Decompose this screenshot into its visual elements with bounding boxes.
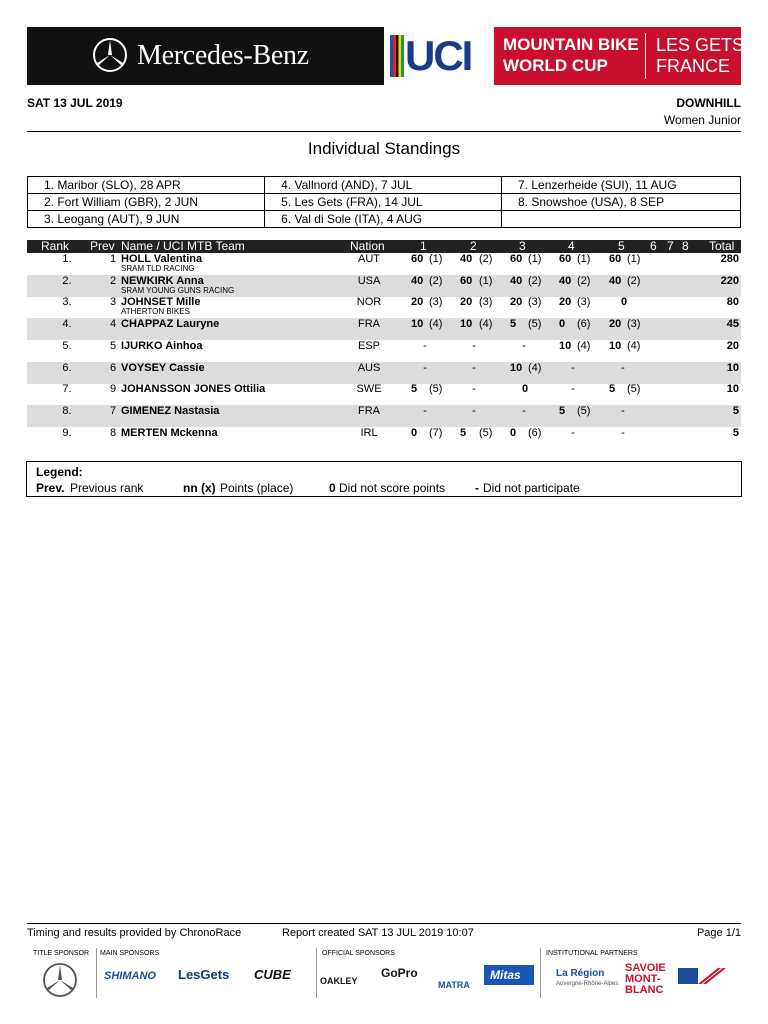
total-points: 20 [726, 339, 739, 352]
savoie-logo-line2: MONT- [625, 973, 661, 985]
standings-row [27, 340, 741, 362]
rider-team: SRAM TLD RACING [121, 264, 195, 273]
rider-name: VOYSEY Cassie [121, 361, 205, 374]
standings-row [27, 362, 741, 384]
round-5-points: 20 [609, 318, 622, 331]
col-prev: Prev [90, 239, 115, 253]
region-subtitle: Auvergne-Rhône-Alpes [556, 981, 619, 987]
round-2-points: 20 [460, 296, 473, 309]
page-number: Page 1/1 [696, 927, 741, 939]
round-3-points: 0 [522, 383, 529, 396]
nation: FRA [358, 404, 380, 417]
standings-row [27, 275, 741, 297]
region-logo: La Région [556, 968, 605, 979]
col-total: Total [709, 239, 735, 253]
total-points: 5 [732, 426, 739, 439]
category: Women Junior [663, 113, 741, 127]
events-row [28, 177, 741, 194]
rider-name: GIMENEZ Nastasia [121, 404, 220, 417]
mercedes-star-icon [40, 962, 80, 998]
page-title: Individual Standings [307, 139, 461, 158]
round-1-place: (2) [429, 274, 443, 287]
round-4-points: 5 [559, 404, 566, 417]
round-1-place: (4) [429, 318, 443, 331]
total-points: 280 [720, 253, 739, 265]
cube-logo: CUBE [254, 967, 291, 982]
round-1-points: 20 [411, 296, 424, 309]
savoie-logo-line3: BLANC [625, 984, 664, 996]
uci-logo-text: UCI [405, 32, 472, 79]
institutional-partners-label: INSTITUTIONAL PARTNERS [546, 950, 638, 957]
report-created: Report created SAT 13 JUL 2019 10:07 [282, 927, 474, 939]
rank: 3. [62, 296, 72, 309]
official-sponsors-label: OFFICIAL SPONSORS [322, 950, 395, 957]
gopro-logo: GoPro [381, 966, 418, 980]
round-1-points: 60 [411, 253, 424, 265]
round-1-place: (1) [429, 253, 443, 265]
round-3-place: (6) [528, 426, 542, 439]
round-5-place: (4) [627, 339, 641, 352]
round-3-points: 5 [510, 318, 517, 331]
round-4-place: (4) [577, 339, 591, 352]
rank: 6. [62, 361, 72, 374]
round-1-place: (3) [429, 296, 443, 309]
prev-rank: 1 [109, 253, 117, 265]
rank: 4. [62, 318, 72, 331]
col-round-2: 2 [470, 239, 477, 253]
rank: 2. [62, 274, 72, 287]
sponsor-divider [316, 948, 317, 998]
rider-team: ATHERTON BIKES [121, 307, 190, 317]
report-date: SAT 13 JUL 2019 [27, 96, 123, 110]
round-3-points: - [522, 339, 526, 352]
events-row [28, 211, 741, 228]
event-cell: 7. Lenzerheide (SUI), 11 AUG [502, 177, 741, 194]
standings-row [27, 405, 741, 427]
legend-prev-desc: Previous rank [70, 481, 144, 495]
rider-name: MERTEN Mckenna [121, 426, 218, 439]
round-3-place: (4) [528, 361, 542, 374]
rank: 7. [62, 383, 72, 396]
total-points: 10 [726, 361, 739, 374]
standings-row [27, 318, 741, 340]
nation: NOR [356, 296, 382, 309]
standings-row [27, 383, 741, 405]
mercedes-star-icon [92, 37, 128, 73]
total-points: 10 [726, 383, 739, 396]
round-2-points: 10 [460, 318, 473, 331]
event-cell: 1. Maribor (SLO), 28 APR [28, 177, 265, 194]
divider [27, 131, 741, 132]
round-5-place: (3) [627, 318, 641, 331]
round-4-points: 20 [559, 296, 572, 309]
oakley-logo: OAKLEY [320, 976, 358, 986]
col-round-3: 3 [519, 239, 526, 253]
col-round-4: 4 [568, 239, 575, 253]
events-table [27, 176, 741, 228]
mitas-logo: Mitas [490, 968, 521, 982]
round-3-place: (5) [528, 318, 542, 331]
round-3-points: 40 [510, 274, 523, 287]
round-5-points: - [621, 361, 625, 374]
prev-rank: 4 [109, 318, 117, 331]
col-round-1: 1 [420, 239, 427, 253]
sponsor-divider [96, 948, 97, 998]
event-cell: 5. Les Gets (FRA), 14 JUL [265, 194, 502, 211]
rank: 9. [62, 426, 72, 439]
mercedes-benz-wordmark: Mercedes-Benz [137, 40, 309, 71]
round-4-points: 60 [559, 253, 572, 265]
total-points: 45 [726, 318, 739, 331]
standings-header [27, 240, 741, 253]
legend-prev-key: Prev. [36, 481, 65, 495]
legend [26, 461, 742, 497]
uci-rainbow-stripes-icon [390, 35, 404, 77]
legend-zero-desc: Did not score points [339, 481, 446, 495]
nation: FRA [358, 318, 380, 331]
round-5-points: 5 [609, 383, 616, 396]
round-2-place: (1) [479, 274, 493, 287]
round-2-points: - [472, 361, 476, 374]
round-1-points: - [423, 404, 427, 417]
events-row [28, 194, 741, 211]
event-cell: 6. Val di Sole (ITA), 4 AUG [265, 211, 502, 228]
rider-name: CHAPPAZ Lauryne [121, 318, 220, 331]
savoie-logo-line1: SAVOIE [625, 962, 666, 974]
prev-rank: 9 [109, 383, 117, 396]
round-3-place: (1) [528, 253, 542, 265]
standings-row [27, 296, 741, 318]
round-5-points: 10 [609, 339, 622, 352]
round-2-points: 60 [460, 274, 473, 287]
round-4-place: (3) [577, 296, 591, 309]
rider-name: JOHNSET Mille [121, 296, 201, 309]
round-4-place: (1) [577, 253, 591, 265]
legend-dash-key: - [475, 481, 479, 495]
round-2-place: (4) [479, 318, 493, 331]
rank: 1. [62, 253, 72, 265]
total-points: 80 [726, 296, 739, 309]
round-1-points: 0 [411, 426, 418, 439]
rank: 5. [62, 339, 72, 352]
round-3-place: (2) [528, 274, 542, 287]
legend-points-desc: Points (place) [220, 481, 294, 495]
event-cell: 3. Leogang (AUT), 9 JUN [28, 211, 265, 228]
nation: USA [357, 274, 381, 287]
round-1-points: 10 [411, 318, 424, 331]
event-cell [502, 211, 741, 228]
round-2-place: (3) [479, 296, 493, 309]
round-2-points: - [472, 383, 476, 396]
rider-name: NEWKIRK Anna [121, 274, 204, 287]
round-3-points: 10 [510, 361, 523, 374]
round-5-place: (1) [627, 253, 641, 265]
round-2-points: 40 [460, 253, 473, 265]
round-4-points: - [571, 383, 575, 396]
col-round-5: 5 [618, 239, 625, 253]
round-4-place: (6) [577, 318, 591, 331]
rider-name: IJURKO Ainhoa [121, 339, 203, 352]
rank: 8. [62, 404, 72, 417]
round-5-points: 60 [609, 253, 622, 265]
round-5-points: 0 [621, 296, 628, 309]
legend-title: Legend: [36, 465, 83, 479]
round-4-place: (2) [577, 274, 591, 287]
rider-name: JOHANSSON JONES Ottilia [121, 383, 266, 396]
shimano-logo: SHIMANO [104, 970, 156, 982]
round-5-points: - [621, 426, 625, 439]
round-3-points: - [522, 404, 526, 417]
main-sponsors-label: MAIN SPONSORS [100, 950, 160, 957]
col-name: Name / UCI MTB Team [121, 239, 245, 253]
col-round-6: 6 [650, 239, 657, 253]
round-1-place: (7) [429, 426, 443, 439]
prev-rank: 2 [109, 274, 117, 287]
col-round-7: 7 [667, 239, 674, 253]
round-3-points: 60 [510, 253, 523, 265]
legend-zero-key: 0 [329, 481, 336, 495]
round-3-points: 0 [510, 426, 517, 439]
nation: ESP [357, 339, 381, 352]
col-nation: Nation [350, 239, 385, 253]
nation: AUS [357, 361, 381, 374]
round-4-points: - [571, 361, 575, 374]
round-2-place: (2) [479, 253, 493, 265]
prev-rank: 5 [109, 339, 117, 352]
round-4-points: 10 [559, 339, 572, 352]
discipline: DOWNHILL [676, 96, 741, 110]
round-2-points: - [472, 339, 476, 352]
event-cell: 4. Vallnord (AND), 7 JUL [265, 177, 502, 194]
round-4-place: (5) [577, 404, 591, 417]
round-4-points: 0 [559, 318, 566, 331]
round-5-points: 40 [609, 274, 622, 287]
sponsor-divider [540, 948, 541, 998]
lesgets-logo: LesGets [178, 967, 230, 982]
round-5-place: (5) [627, 383, 641, 396]
series-title-line2: WORLD CUP [503, 56, 608, 75]
round-5-place: (2) [627, 274, 641, 287]
round-2-points: - [472, 404, 476, 417]
round-4-points: 40 [559, 274, 572, 287]
ffc-cycling-federation-logo-icon [678, 964, 726, 988]
col-rank: Rank [41, 239, 70, 253]
series-title-line1: MOUNTAIN BIKE [503, 35, 639, 54]
round-2-place: (5) [479, 426, 493, 439]
banner-divider [645, 33, 646, 79]
prev-rank: 3 [109, 296, 117, 309]
nation: IRL [360, 426, 378, 439]
prev-rank: 6 [109, 361, 117, 374]
round-1-points: - [423, 339, 427, 352]
round-4-points: - [571, 426, 575, 439]
round-1-points: 5 [411, 383, 418, 396]
round-3-points: 20 [510, 296, 523, 309]
timing-credit: Timing and results provided by ChronoRace [27, 927, 242, 939]
round-1-place: (5) [429, 383, 443, 396]
event-cell: 2. Fort William (GBR), 2 JUN [28, 194, 265, 211]
event-cell: 8. Snowshoe (USA), 8 SEP [502, 194, 741, 211]
legend-dash-desc: Did not participate [483, 481, 580, 495]
title-sponsor-label: TITLE SPONSOR [33, 950, 90, 957]
round-5-points: - [621, 404, 625, 417]
round-2-points: 5 [460, 426, 467, 439]
nation: AUT [358, 253, 380, 265]
standings-row [27, 427, 741, 449]
venue-line1: LES GETS [656, 35, 745, 55]
col-round-8: 8 [682, 239, 689, 253]
legend-points-key: nn (x) [183, 481, 216, 495]
round-3-place: (3) [528, 296, 542, 309]
round-1-points: 40 [411, 274, 424, 287]
standings-row [27, 253, 741, 275]
venue-line2: FRANCE [656, 56, 731, 76]
prev-rank: 8 [109, 426, 117, 439]
matra-logo: MATRA [438, 980, 470, 990]
footer-divider [27, 923, 741, 924]
round-1-points: - [423, 361, 427, 374]
total-points: 220 [720, 274, 739, 287]
nation: SWE [356, 383, 382, 396]
prev-rank: 7 [109, 404, 117, 417]
total-points: 5 [732, 404, 739, 417]
rider-team: SRAM YOUNG GUNS RACING [121, 285, 235, 295]
rider-name: HOLL Valentina [121, 253, 203, 265]
